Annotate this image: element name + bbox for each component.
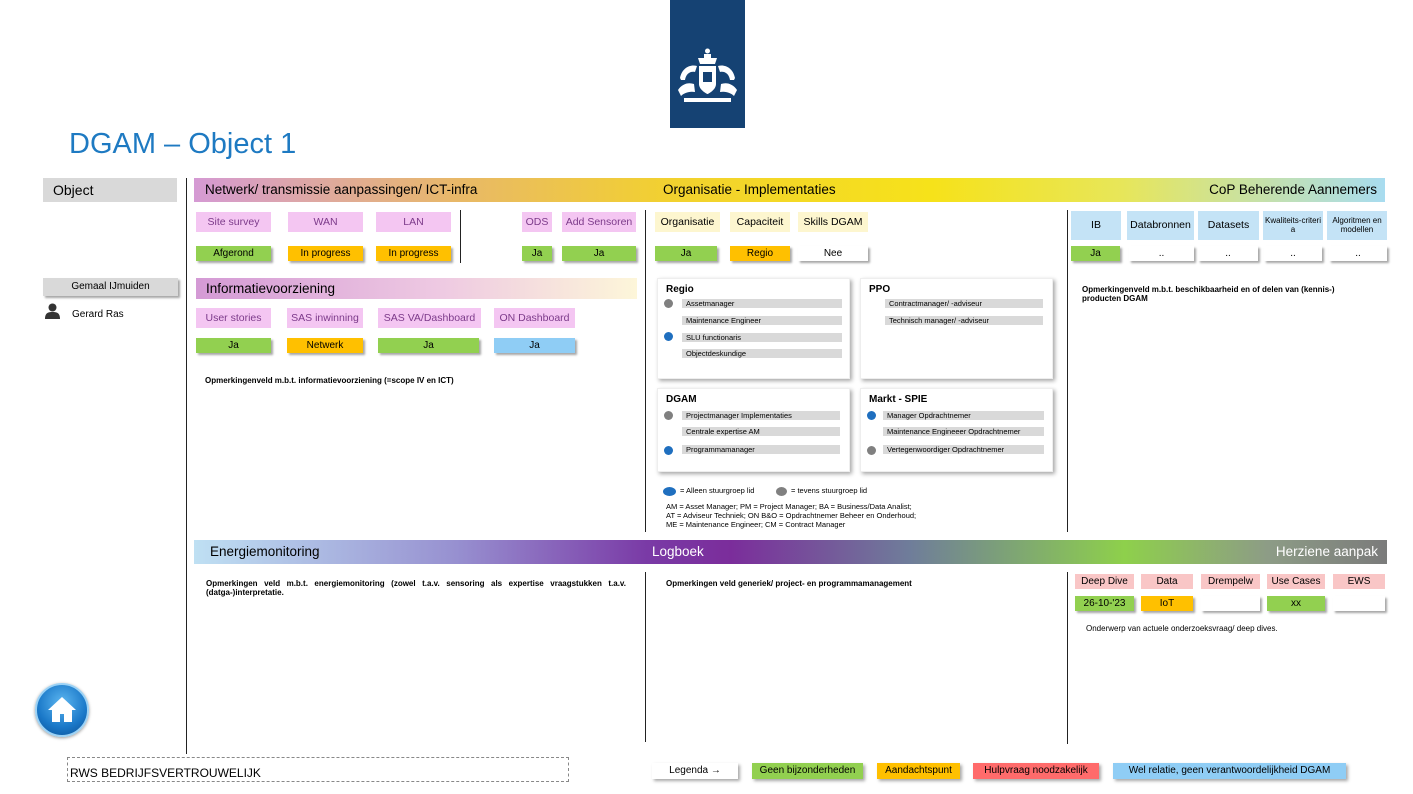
chip-user-stories[interactable]: User stories <box>196 308 271 328</box>
chip-skills-dgam[interactable]: Skills DGAM <box>798 212 868 232</box>
divider-right-bottom <box>1067 572 1068 744</box>
legend-aandachtspunt: Aandachtspunt <box>877 763 960 779</box>
status-sas-inwinning: Netwerk <box>287 338 363 353</box>
rijksoverheid-logo <box>670 0 745 128</box>
chip-algoritmen[interactable] <box>1327 211 1387 240</box>
chip-drempelw[interactable]: Drempelw <box>1201 574 1260 589</box>
band-logbook-title: Logboek <box>652 544 704 559</box>
chip-use-cases[interactable]: Use Cases <box>1267 574 1325 589</box>
status-organisatie: Ja <box>655 246 717 261</box>
person-name: Gerard Ras <box>72 309 124 320</box>
dot-blue-icon <box>867 411 876 420</box>
card-regio-title: Regio <box>666 284 694 295</box>
status-drempelw <box>1201 596 1260 611</box>
role-projectmanager: Projectmanager Implementaties <box>682 411 840 420</box>
confidential-label: RWS BEDRIJFSVERTROUWELIJK <box>67 757 569 782</box>
status-capaciteit: Regio <box>730 246 790 261</box>
legend-wel-relatie: Wel relatie, geen verantwoordelijkheid DGAM <box>1113 763 1346 779</box>
chip-datasets[interactable]: Datasets <box>1198 211 1259 240</box>
card-dgam-title: DGAM <box>666 394 697 405</box>
legend-blue-dot-icon <box>663 487 676 496</box>
energy-remark: Opmerkingen veld m.b.t. energiemonitoring (zowel t.a.v. sensoring als expertise vraagstukken t.a.v. (datga-)interpretatie. <box>206 579 626 597</box>
card-ppo-title: PPO <box>869 284 891 295</box>
band-organisation-title: Organisatie - Implementaties <box>663 182 836 197</box>
role-centrale-expertise: Centrale expertise AM <box>682 427 840 436</box>
chip-ib[interactable]: IB <box>1071 211 1121 240</box>
dot-grey-icon <box>664 299 673 308</box>
role-assetmanager: Assetmanager <box>682 299 842 308</box>
chip-add-sensoren[interactable]: Add Sensoren <box>562 212 636 232</box>
role-vertegenwoordiger: Vertegenwoordiger Opdrachtnemer <box>883 445 1044 454</box>
chip-capaciteit[interactable]: Capaciteit <box>730 212 790 232</box>
legend-grey-dot-icon <box>776 487 787 496</box>
status-kwaliteitscriteria: .. <box>1264 246 1322 261</box>
status-add-sensoren: Ja <box>562 246 636 261</box>
status-ods: Ja <box>522 246 552 261</box>
role-contractmanager: Contractmanager/ -adviseur <box>885 299 1043 308</box>
status-wan: In progress <box>288 246 363 261</box>
chip-ods[interactable]: ODS <box>522 212 552 232</box>
role-maintenance-engineer: Maintenance Engineer <box>682 316 842 325</box>
card-regio <box>657 278 850 379</box>
page-title: DGAM – Object 1 <box>69 128 297 160</box>
chip-deep-dive[interactable]: Deep Dive <box>1075 574 1134 589</box>
chip-data[interactable]: Data <box>1141 574 1193 589</box>
chip-ews[interactable]: EWS <box>1333 574 1385 589</box>
divider-left <box>186 178 187 754</box>
status-ews <box>1333 596 1385 611</box>
bottom-band <box>194 540 1387 564</box>
info-remark: Opmerkingenveld m.b.t. informatievoorziening (=scope IV en ICT) <box>205 376 454 385</box>
home-button[interactable] <box>35 683 89 737</box>
info-band: Informatievoorziening <box>196 278 637 299</box>
status-use-cases: xx <box>1267 596 1325 611</box>
object-name-chip[interactable] <box>43 278 178 296</box>
role-technisch-manager: Technisch manager/ -adviseur <box>885 316 1043 325</box>
abbreviation-line-2: AT = Adviseur Techniek; ON B&O = Opdrachtnemer Beheer en Onderhoud; <box>666 511 917 520</box>
dot-grey-icon <box>867 446 876 455</box>
status-on-dashboard: Ja <box>494 338 575 353</box>
band-network-title: Netwerk/ transmissie aanpassingen/ ICT-infra <box>205 182 478 197</box>
status-deep-dive: 26-10-'23 <box>1075 596 1134 611</box>
chip-wan[interactable]: WAN <box>288 212 363 232</box>
status-databronnen: .. <box>1129 246 1194 261</box>
legend-label: Legenda → <box>652 763 738 779</box>
chip-sas-inwinning[interactable]: SAS inwinning <box>287 308 363 328</box>
role-objectdeskundige: Objectdeskundige <box>682 349 842 358</box>
legend-geen-bijzonderheden: Geen bijzonderheden <box>752 763 863 779</box>
status-user-stories: Ja <box>196 338 271 353</box>
object-name: Gemaal IJmuiden <box>71 281 150 292</box>
divider-middle-bottom <box>645 572 646 742</box>
status-algoritmen: .. <box>1329 246 1387 261</box>
object-header: Object <box>43 178 177 202</box>
chip-algoritmen-label: Algoritmen en modellen <box>1332 216 1382 234</box>
cop-remark: Opmerkingenveld m.b.t. beschikbaarheid en of delen van (kennis-) producten DGAM <box>1082 285 1335 303</box>
divider-right-top <box>1067 210 1068 532</box>
card-ppo <box>860 278 1053 379</box>
dot-blue-icon <box>664 446 673 455</box>
revised-remark: Onderwerp van actuele onderzoeksvraag/ deep dives. <box>1086 624 1278 633</box>
chip-on-dashboard[interactable]: ON Dashboard <box>494 308 575 328</box>
chip-organisatie[interactable]: Organisatie <box>655 212 720 232</box>
status-datasets: .. <box>1198 246 1258 261</box>
status-sas-va-dashboard: Ja <box>378 338 479 353</box>
band-energy-title: Energiemonitoring <box>210 544 320 559</box>
card-dgam <box>657 388 850 472</box>
status-skills-dgam: Nee <box>798 246 868 261</box>
abbreviation-line-1: AM = Asset Manager; PM = Project Manager; BA = Business/Data Analist; <box>666 502 912 511</box>
legend-blue-text: = Alleen stuurgroep lid <box>680 486 755 495</box>
chip-kwaliteitscriteria-label: Kwaliteits-criteria <box>1264 216 1321 234</box>
card-markt-spie <box>860 388 1053 472</box>
chip-databronnen[interactable]: Databronnen <box>1127 211 1194 240</box>
role-manager-opdrachtnemer: Manager Opdrachtnemer <box>883 411 1044 420</box>
band-cop-title: CoP Beherende Aannemers <box>1209 182 1377 197</box>
status-lan: In progress <box>376 246 451 261</box>
legend-grey-text: = tevens stuurgroep lid <box>791 486 868 495</box>
chip-site-survey[interactable]: Site survey <box>196 212 271 232</box>
status-site-survey: Afgerond <box>196 246 271 261</box>
person-icon <box>45 303 60 319</box>
logbook-remark: Opmerkingen veld generiek/ project- en programmamanagement <box>666 579 912 588</box>
role-slu-functionaris: SLU functionaris <box>682 333 842 342</box>
role-maintenance-opdrachtnemer: Maintenance Engineeer Opdrachtnemer <box>883 427 1044 436</box>
divider-middle-top <box>645 210 646 532</box>
divider-network <box>460 210 461 263</box>
status-data: IoT <box>1141 596 1193 611</box>
band-revised-title: Herziene aanpak <box>1275 544 1378 559</box>
status-ib: Ja <box>1071 246 1120 261</box>
dot-grey-icon <box>664 411 673 420</box>
abbreviation-line-3: ME = Maintenance Engineer; CM = Contract Manager <box>666 520 846 529</box>
chip-kwaliteitscriteria[interactable] <box>1263 211 1323 240</box>
dot-blue-icon <box>664 332 673 341</box>
role-programmamanager: Programmamanager <box>682 445 840 454</box>
chip-lan[interactable]: LAN <box>376 212 451 232</box>
card-markt-title: Markt - SPIE <box>869 394 928 405</box>
legend-hulpvraag: Hulpvraag noodzakelijk <box>973 763 1099 779</box>
top-band <box>194 178 1385 202</box>
chip-sas-va-dashboard[interactable]: SAS VA/Dashboard <box>378 308 481 328</box>
home-icon <box>37 685 87 735</box>
